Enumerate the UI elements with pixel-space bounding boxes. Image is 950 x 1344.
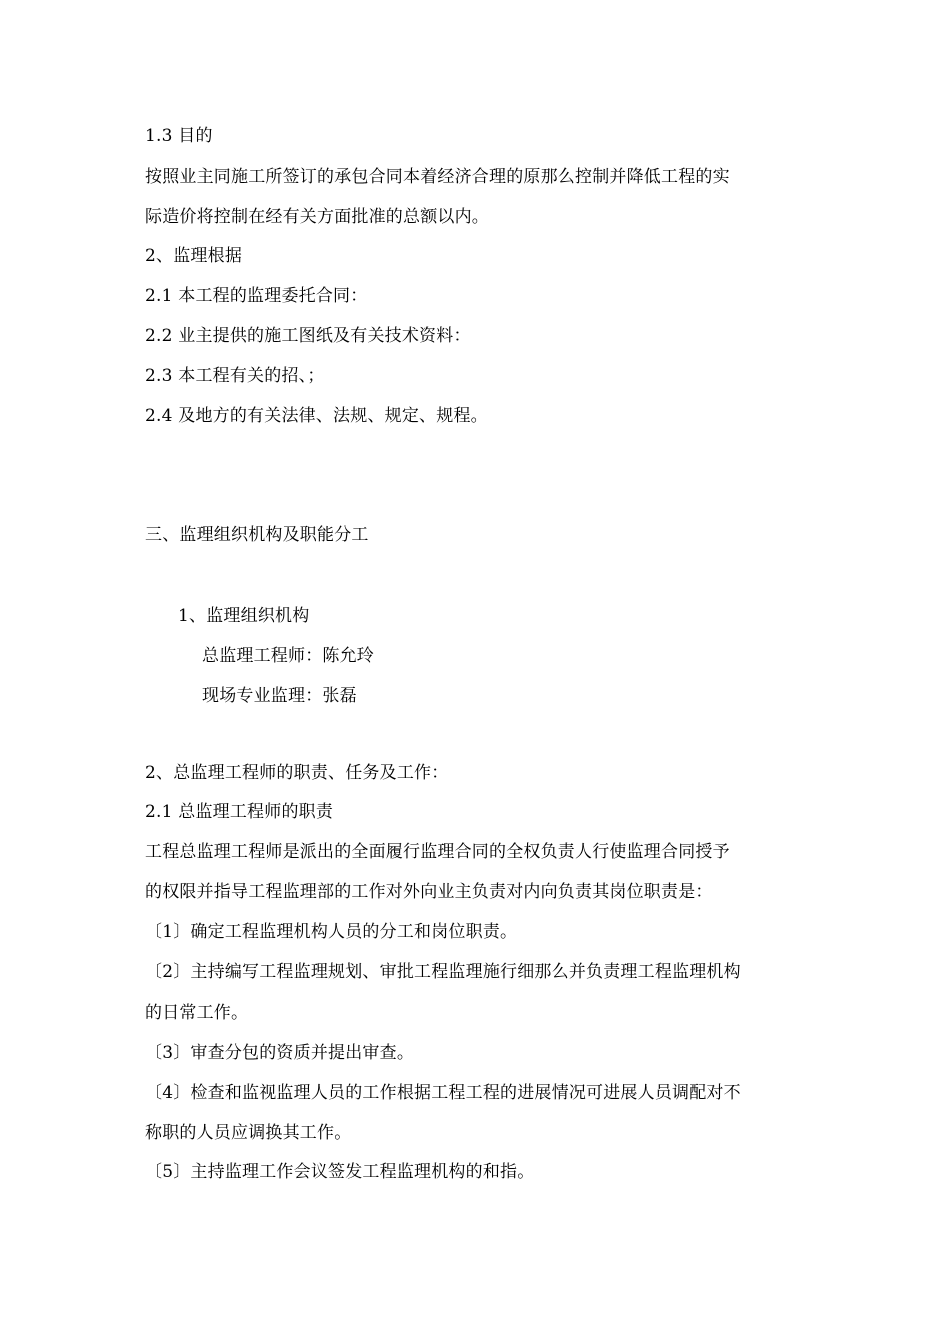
section-heading: 2、总监理工程师的职责、任务及工作： (145, 763, 449, 783)
list-item: 2.4 及地方的有关法律、法规、规定、规程。 (145, 406, 488, 426)
section-heading-2: 2、监理根据 (145, 246, 243, 266)
list-item-continuation: 的日常工作。 (145, 1003, 249, 1023)
subsection-heading: 1、监理组织机构 (178, 606, 310, 626)
list-item: 2.1 本工程的监理委托合同： (145, 286, 368, 306)
paragraph-line: 的权限并指导工程监理部的工作对外向业主负责对内向负责其岗位职责是： (145, 882, 713, 902)
list-item: 〔1〕确定工程监理机构人员的分工和岗位职责。 (145, 922, 518, 942)
list-item-continuation: 称职的人员应调换其工作。 (145, 1123, 352, 1143)
paragraph-line: 工程总监理工程师是派出的全面履行监理合同的全权负责人行使监理合同授予 (145, 842, 730, 862)
staff-entry: 现场专业监理：张磊 (202, 686, 357, 706)
paragraph-line: 按照业主同施工所签订的承包合同本着经济合理的原那么控制并降低工程的实 (145, 167, 730, 187)
section-heading-1-3: 1.3 目的 (145, 126, 213, 146)
subsection-heading: 2.1 总监理工程师的职责 (145, 802, 334, 822)
list-item: 〔3〕审查分包的资质并提出审查。 (145, 1043, 415, 1063)
list-item: 2.2 业主提供的施工图纸及有关技术资料： (145, 326, 471, 346)
list-item: 〔4〕检查和监视监理人员的工作根据工程工程的进展情况可进展人员调配对不 (145, 1083, 741, 1103)
paragraph-line: 际造价将控制在经有关方面批准的总额以内。 (145, 207, 489, 227)
list-item: 〔2〕主持编写工程监理规划、审批工程监理施行细那么并负责理工程监理机构 (145, 962, 741, 982)
list-item: 2.3 本工程有关的招、； (145, 366, 325, 386)
chapter-heading-3: 三、监理组织机构及职能分工 (145, 525, 369, 545)
list-item: 〔5〕主持监理工作会议签发工程监理机构的和指。 (145, 1162, 535, 1182)
staff-entry: 总监理工程师：陈允玲 (202, 646, 374, 666)
